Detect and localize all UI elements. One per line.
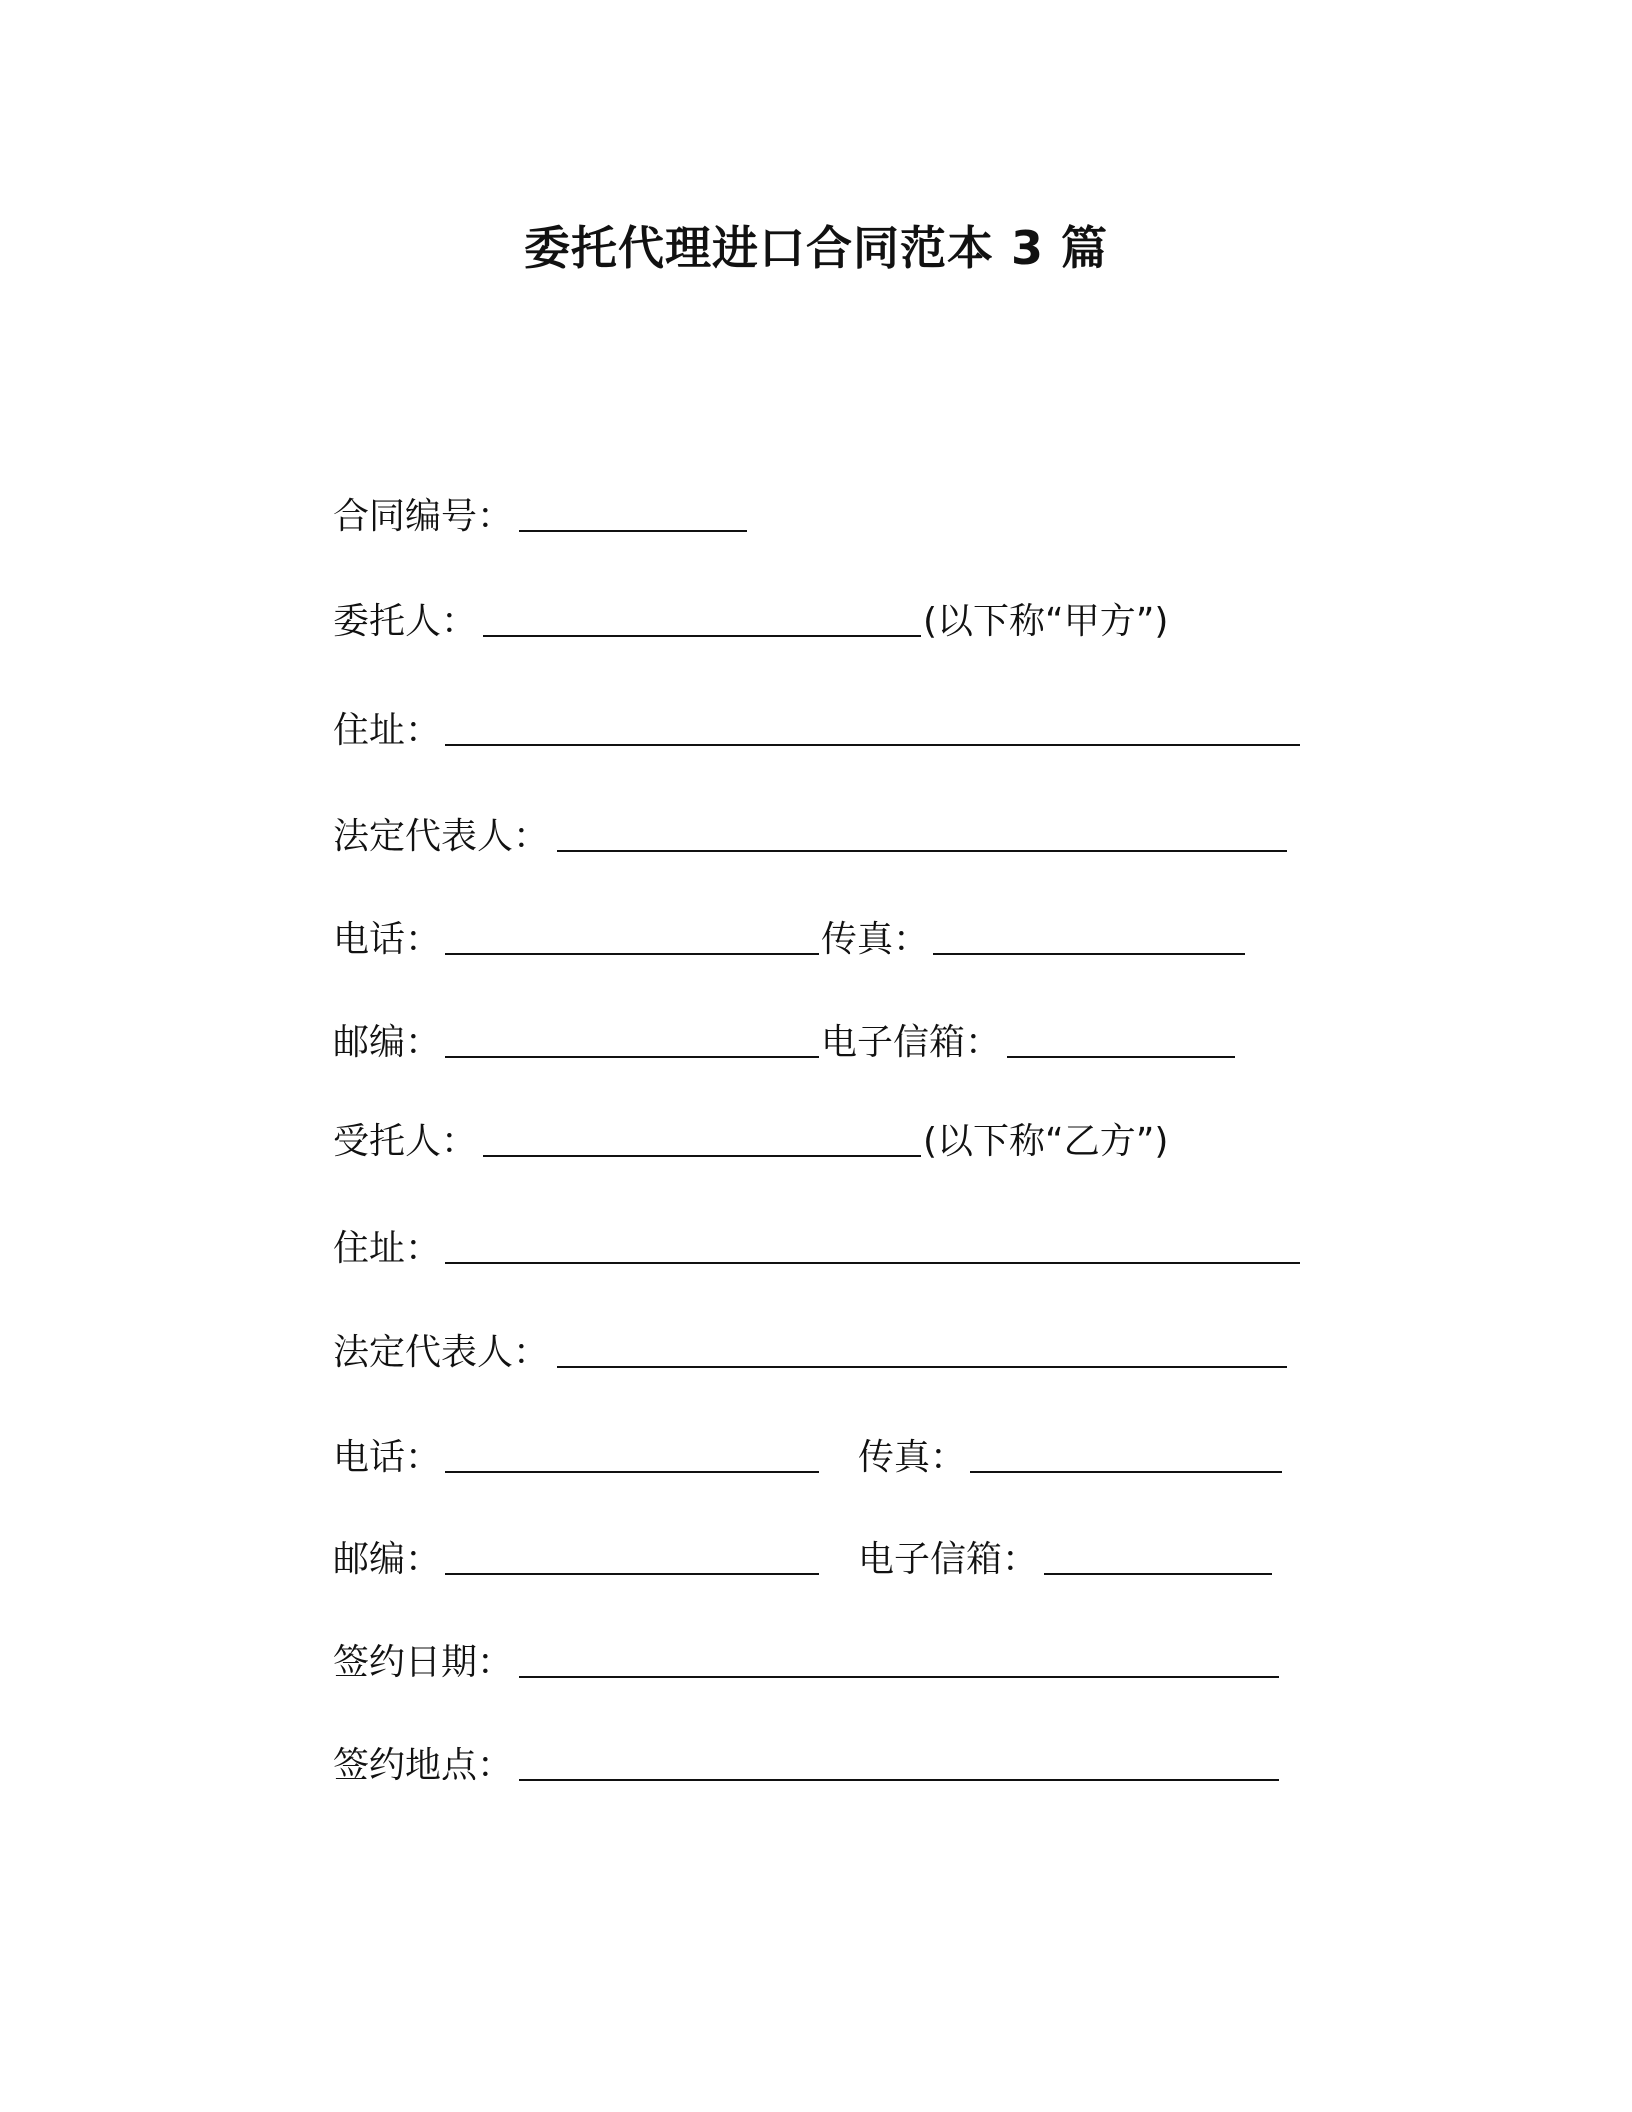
legal-rep-b-blank <box>557 1366 1287 1368</box>
phone-a-blank <box>445 953 819 955</box>
legal-rep-a-blank <box>557 850 1287 852</box>
sign-place-label: 签约地点： <box>333 1745 514 1786</box>
address-a-label: 住址： <box>333 710 442 751</box>
agent-blank <box>483 1155 921 1157</box>
sign-date-label: 签约日期： <box>333 1642 514 1683</box>
contract-number-label: 合同编号： <box>333 496 514 537</box>
fax-b-label: 传真： <box>858 1437 967 1478</box>
legal-rep-a-label: 法定代表人： <box>333 816 550 857</box>
email-b-label: 电子信箱： <box>858 1539 1039 1580</box>
legal-rep-b-label: 法定代表人： <box>333 1332 550 1373</box>
email-a-label: 电子信箱： <box>821 1022 1002 1063</box>
email-a-blank <box>1007 1056 1235 1058</box>
postcode-a-blank <box>445 1056 819 1058</box>
phone-a-label: 电话： <box>333 919 442 960</box>
fax-b-blank <box>970 1471 1282 1473</box>
principal-suffix: (以下称“甲方”) <box>923 601 1169 642</box>
principal-blank <box>483 635 921 637</box>
email-b-blank <box>1044 1573 1272 1575</box>
postcode-a-label: 邮编： <box>333 1022 442 1063</box>
postcode-b-label: 邮编： <box>333 1539 442 1580</box>
document-title: 委托代理进口合同范本 3 篇 <box>523 221 1109 275</box>
agent-label: 受托人： <box>333 1121 478 1162</box>
contract-number-blank <box>519 530 747 532</box>
address-a-blank <box>445 744 1300 746</box>
sign-date-blank <box>519 1676 1279 1678</box>
address-b-label: 住址： <box>333 1228 442 1269</box>
address-b-blank <box>445 1262 1300 1264</box>
principal-label: 委托人： <box>333 601 478 642</box>
phone-b-label: 电话： <box>333 1437 442 1478</box>
fax-a-blank <box>933 953 1245 955</box>
sign-place-blank <box>519 1779 1279 1781</box>
phone-b-blank <box>445 1471 819 1473</box>
postcode-b-blank <box>445 1573 819 1575</box>
fax-a-label: 传真： <box>821 919 930 960</box>
agent-suffix: (以下称“乙方”) <box>923 1121 1169 1162</box>
